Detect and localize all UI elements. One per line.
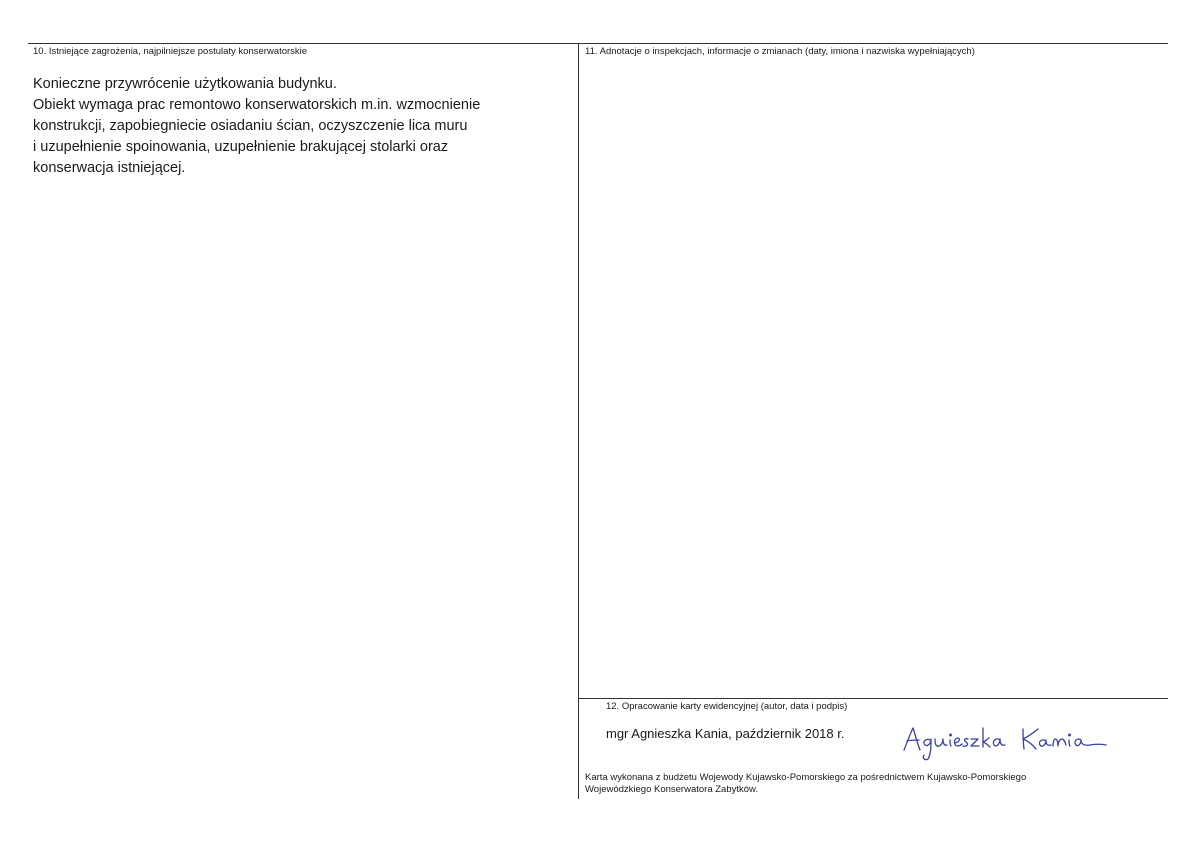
section10-line: Obiekt wymaga prac remontowo konserwatorskich m.in. wzmocnienie [33, 97, 481, 113]
section10-body [33, 74, 553, 179]
top-rule [28, 43, 1168, 44]
section10-line: i uzupełnienie spoinowania, uzupełnienie brakującej stolarki oraz [33, 139, 449, 155]
section12-heading: 12. Opracowanie karty ewidencyjnej (autor, data i podpis) [606, 701, 848, 712]
funding-note [585, 772, 1026, 796]
funding-note-line: Karta wykonana z budżetu Wojewody Kujawsko-Pomorskiego za pośrednictwem Kujawsko-Pomorskiego [585, 772, 1027, 783]
funding-note-line: Wojewódzkiego Konserwatora Zabytków. [585, 784, 759, 795]
column-divider [578, 43, 579, 799]
section10-line: konserwacja istniejącej. [33, 160, 186, 176]
section12-rule [578, 698, 1168, 699]
signature-image [900, 724, 1110, 764]
section10-heading: 10. Istniejące zagrożenia, najpilniejsze postulaty konserwatorskie [33, 46, 308, 57]
section11-heading: 11. Adnotacje o inspekcjach, informacje o zmianach (daty, imiona i nazwiska wypełniających) [585, 46, 975, 57]
author-line: mgr Agnieszka Kania, październik 2018 r. [606, 726, 845, 741]
section10-line: Konieczne przywrócenie użytkowania budynku. [33, 76, 337, 92]
section10-line: konstrukcji, zapobiegniecie osiadaniu ścian, oczyszczenie lica muru [33, 118, 468, 134]
